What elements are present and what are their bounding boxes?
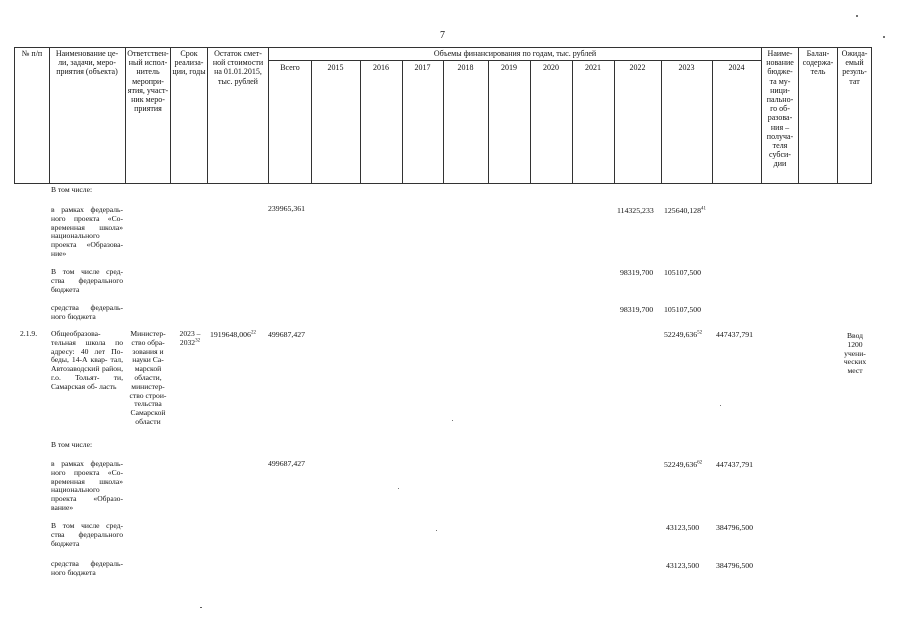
header-year: 2024 bbox=[728, 63, 745, 72]
scan-speck bbox=[436, 530, 437, 531]
header-col-remaining-cost: Остаток смет- ной стоимости на 01.01.2015, тыс. рублей bbox=[212, 49, 264, 86]
value-2023: 52249,636$^{52}$ bbox=[664, 330, 703, 339]
header-year: 2023 bbox=[678, 63, 695, 72]
scan-speck bbox=[856, 15, 858, 17]
header-year: 2016 bbox=[373, 63, 389, 72]
value-2022: 98319,700 bbox=[620, 268, 654, 277]
header-year: 2015 bbox=[327, 63, 344, 72]
header-col-holder: Балан- содержа- тель bbox=[802, 49, 834, 77]
header-year: 2017 bbox=[414, 63, 431, 72]
header-col-financing: Объемы финансирования по годам, тыс. рублей bbox=[433, 49, 597, 58]
header-year: 2020 bbox=[543, 63, 559, 72]
row-name: в рамках федераль- ного проекта «Со- временная школа» национального проекта «Образова- ние» bbox=[51, 205, 123, 258]
value-2022: 98319,700 bbox=[620, 305, 654, 314]
scan-speck bbox=[720, 405, 721, 406]
header-year: 2019 bbox=[501, 63, 517, 72]
value-2023: 52249,636$^{62}$ bbox=[664, 460, 703, 469]
row-label: В том числе: bbox=[51, 185, 93, 194]
row-number: 2.1.9. bbox=[20, 329, 38, 338]
value-2023: 43123,500 bbox=[666, 523, 700, 532]
header-year: 2022 bbox=[629, 63, 646, 72]
value-2023: 43123,500 bbox=[666, 561, 700, 570]
row-name: в рамках федераль- ного проекта «Со- временная школа» национального проекта «Образо- вание» bbox=[51, 459, 123, 512]
row-responsible: Министер- ство обра- зования и науки Са- марской области, министер- ство строи- тельства Самарской области bbox=[129, 329, 167, 426]
row-name: В том числе сред- ства федерального бюджета bbox=[51, 267, 123, 294]
value-2022: 114325,233 bbox=[617, 206, 654, 215]
row-name: Общеобразова- тельная школа по адресу: 40 лет По- беды, 14-А квар- тал, Автозаводский район, г.о. Тольят- ти, Самарская об- ласть bbox=[51, 329, 123, 391]
scan-speck bbox=[398, 488, 399, 489]
value-total: 239965,361 bbox=[268, 204, 306, 213]
header-col-result: Ожида- емый резуль- тат bbox=[841, 49, 868, 86]
value-2024: 384796,500 bbox=[716, 561, 754, 570]
row-name: средства федераль- ного бюджета bbox=[51, 559, 123, 577]
header-col-name: Наименование це- ли, задачи, меро- приятия (объекта) bbox=[55, 49, 119, 77]
value-2023: 105107,500 bbox=[664, 305, 702, 314]
row-term: 2023 – 2032$^{32}$ bbox=[179, 329, 201, 347]
header-year: 2021 bbox=[585, 63, 601, 72]
header-col-responsible: Ответствен- ный испол- нитель меропри- ятия, участ- ник меро- приятия bbox=[127, 49, 169, 114]
header-col-term: Срок реализа- ции, годы bbox=[172, 49, 206, 77]
row-result: Ввод 1200 учени- ческих мест bbox=[843, 331, 867, 376]
header-year: 2018 bbox=[457, 63, 474, 72]
value-2023: 105107,500 bbox=[664, 268, 702, 277]
scan-speck bbox=[452, 420, 453, 421]
scan-speck bbox=[883, 36, 885, 38]
row-remaining-cost: 1919648,006$^{22}$ bbox=[210, 330, 256, 339]
value-2023: 125640,128$^{41}$ bbox=[664, 206, 707, 215]
value-2024: 447437,791 bbox=[716, 460, 754, 469]
row-label: В том числе: bbox=[51, 440, 93, 449]
scan-speck bbox=[200, 607, 202, 608]
row-name: В том числе сред- ства федерального бюджета bbox=[51, 521, 123, 548]
value-2024: 447437,791 bbox=[716, 330, 754, 339]
header-col-number: № п/п bbox=[21, 49, 43, 58]
page-number: 7 bbox=[440, 30, 445, 41]
value-2024: 384796,500 bbox=[716, 523, 754, 532]
header-col-total: Всего bbox=[280, 63, 300, 72]
header-col-budget: Наиме- нование бюдже- та му- ници- пально- го об- разова- ния – получа- теля субси- дии bbox=[766, 49, 794, 169]
row-name: средства федераль- ного бюджета bbox=[51, 303, 123, 321]
value-total: 499687,427 bbox=[268, 330, 306, 339]
value-total: 499687,427 bbox=[268, 459, 306, 468]
